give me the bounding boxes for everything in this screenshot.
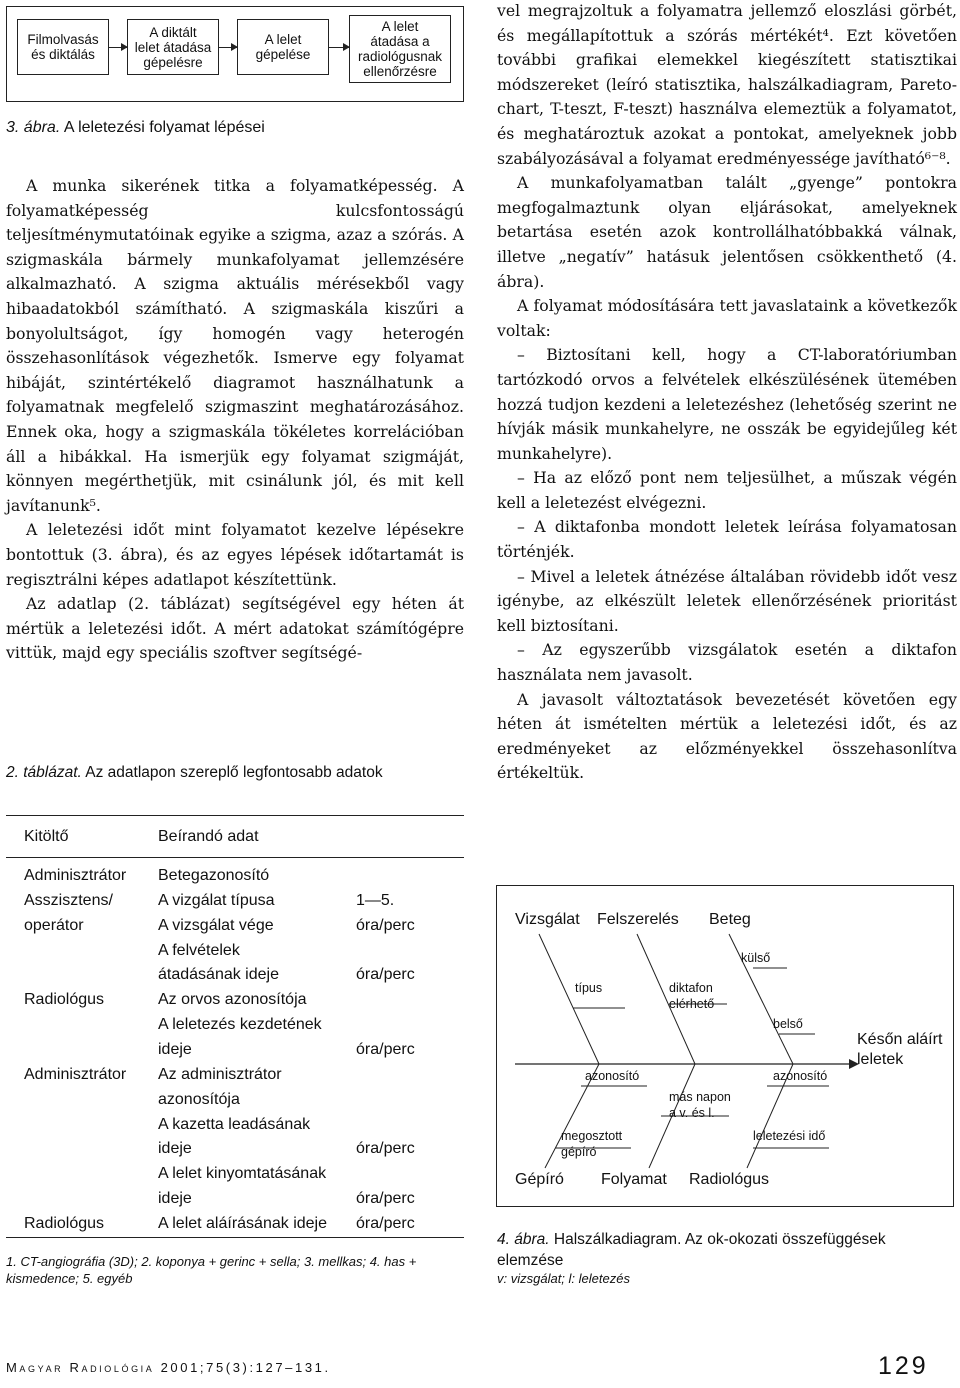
table-cell-c2: A vizgálat típusa (158, 891, 275, 909)
table-cell-c2: A felvételek (158, 941, 240, 959)
figure-4-caption-sub: v: vizsgálat; l: leletezés (497, 1271, 630, 1286)
table-cell-c2: átadásának ideje (158, 966, 279, 984)
table-cell-c2: Az orvos azonosítója (158, 991, 307, 1009)
figure-4-caption (497, 1229, 955, 1271)
category-gepiro: Gépíró (515, 1171, 564, 1188)
figure-4-caption-text: Halszálkadiagram. Az ok-okozati összefüggések elemzése (497, 1231, 886, 1269)
table-cell-c2: ideje (158, 1040, 192, 1058)
category-felszereles: Felszerelés (597, 911, 679, 928)
bone-vizsgalat (539, 934, 599, 1064)
paragraph: A munka sikerének titka a folyamatképesség. A folyamatképesség kulcsfontosságú teljesítménymutatóinak egyike a szigma, azaz a szórás. A szigmaskála bármely munkafolyamat jellemzésére alkalmazható. A szigma aktuális mérésekből vagy hibaadatokból számítható. A szigmaskála kiszűri a bonyolultságot, így homogén vagy heterogén összehasonlítások végezhetők. Ismerve egy folyamat hibáját, szintértékelő diagramot használhatunk a folyamatnak megfelelő szigmaszint meghatározásához. Ennek oka, hogy a szigmaskála tökéletes korrelációban áll a hibákkal. Ha ismerjük egy folyamat szigmáját, könnyen megérthetjük, mit csinálunk jól, és mit kell javítanunk⁵. (6, 176, 464, 515)
table-cell-c2: A leletezés kezdetének (158, 1016, 322, 1034)
table-cell-c3: óra/perc (356, 1040, 415, 1058)
cause-megosztott: megosztott gépíró (561, 1129, 623, 1159)
header-col-1: Kitöltő (24, 828, 69, 845)
category-vizsgalat: Vizsgálat (515, 911, 580, 928)
paragraph: A folyamat módosítására tett javaslataink a következők voltak: (497, 296, 957, 340)
table-header-divider (6, 857, 464, 858)
table-cell-c1: Radiológus (24, 991, 105, 1009)
paragraph: A javasolt változtatások bevezetését követően egy héten át ismételten mértük a leletezési időt, és az eredményeket az előzményekkel összehasonlítva értékeltük. (497, 689, 957, 783)
page-number: 129 (878, 1352, 929, 1380)
flow-box-1: Filmolvasás és diktálás (17, 19, 109, 75)
cause-azonosito-left: azonosító (585, 1069, 640, 1083)
category-radiologus: Radiológus (689, 1171, 770, 1188)
table-cell-c2: ideje (158, 1190, 192, 1208)
list-item: – Biztosítani kell, hogy a CT-laboratóriumban tartózkodó orvos a felvételek elkészülésének ütemében hozzá tudjon kezdeni a leletezéshez (lehetőség szerint ne hívják másik munkahelyre, ne osszák be egyidejűleg két munkahelyre). (497, 345, 957, 463)
table-cell-c3: óra/perc (356, 1214, 415, 1232)
right-column-text (497, 0, 957, 786)
table-cell-c3: óra/perc (356, 1140, 415, 1158)
journal-citation: Magyar Radiológia 2001;75(3):127–131. (6, 1360, 331, 1375)
table-cell-c1: Asszisztens/ (24, 891, 113, 909)
flow-arrow-3 (329, 47, 349, 48)
table-2-caption-text: Az adatlapon szereplő legfontosabb adatok (85, 764, 383, 781)
list-item: – Az egyszerűbb vizsgálatok esetén a diktafon használata nem javasolt. (497, 640, 957, 685)
figure-3-flowchart (6, 6, 464, 102)
table-cell-c2: ideje (158, 1140, 192, 1158)
list-item: – Mivel a leletek átnézése általában rövidebb időt vesz igénybe, az elkészült leletek ellenőrzésének prioritást kell biztosítani. (497, 566, 957, 635)
cause-diktafon: diktafon elérhető (669, 981, 715, 1011)
table-cell-c2: A lelet kinyomtatásának (158, 1165, 327, 1183)
flow-box-3: A lelet gépelése (237, 19, 329, 75)
table-cell-c2: A vizsgálat vége (158, 916, 274, 934)
figure-4-fishbone (496, 885, 954, 1207)
figure-3-caption (6, 117, 265, 138)
table-2-caption (6, 762, 464, 783)
table-cell-c1: operátor (24, 916, 84, 934)
table-cell-c2: azonosítója (158, 1090, 240, 1108)
table-cell-c3: óra/perc (356, 1190, 415, 1208)
cause-mas-napon: más napon a v. és l. (669, 1090, 731, 1120)
flow-arrow-2 (219, 47, 237, 48)
flow-box-4: A lelet átadása a radiológusnak ellenőrzésre (349, 15, 451, 83)
list-item: – A diktafonba mondott leletek leírása folyamatosan történjék. (497, 517, 957, 562)
header-col-2: Beírandó adat (158, 828, 259, 845)
table-2-footnote: 1. CT-angiográfia (3D); 2. koponya + gerinc + sella; 3. mellkas; 4. has + kismedence; 5. egyéb (6, 1254, 417, 1286)
table-cell-c1: Adminisztrátor (24, 867, 127, 884)
category-folyamat: Folyamat (601, 1171, 667, 1188)
flow-box-2: A diktált lelet átadása gépelésre (127, 19, 219, 75)
table-cell-c1: Adminisztrátor (24, 1065, 127, 1083)
paragraph: A leletezési időt mint folyamatot kezelve lépésekre bontottuk (3. ábra), és az egyes lépések időtartamát is regisztrálni képes adatlapot készítettünk. (6, 520, 464, 589)
left-column-text (6, 174, 464, 666)
table-cell-c2: Betegazonosító (158, 867, 270, 884)
figure-3-caption-label: 3. ábra. (6, 119, 61, 136)
table-cell-c3: 1—5. (356, 891, 395, 909)
paragraph: vel megrajzoltuk a folyamatra jellemző eloszlási görbét, és megállapítottuk a szórás mértékét⁴. Ezt követően további grafikai elemekkel kiegészített statisztikai módszereket (leíró statisztika, halszálkadiagram, Pareto-chart, T-teszt, F-teszt) használva elemeztük a folyamatot, és meghatároztuk azokat a pontokat, amelyeknek jobb szabályozásával a folyamat eredményessége javítható⁶⁻⁸. (497, 1, 957, 168)
cause-kulso: külső (741, 951, 771, 965)
category-beteg: Beteg (709, 911, 751, 928)
paragraph: Az adatlap (2. táblázat) segítségével egy héten át mértük a leletezési időt. A mért adatokat számítógépre vittük, majd egy speciális szoftver segítségé- (6, 594, 464, 663)
effect-label: Későn aláírt leletek (857, 1031, 943, 1068)
figure-4-caption-label: 4. ábra. (497, 1231, 550, 1248)
table-cell-c1: Radiológus (24, 1214, 105, 1232)
table-2-caption-label: 2. táblázat. (6, 764, 82, 781)
table-cell-c2: A lelet aláírásának ideje (158, 1214, 327, 1232)
cause-tipus: típus (575, 981, 603, 995)
flow-arrow-1 (109, 47, 127, 48)
table-cell-c3: óra/perc (356, 916, 415, 934)
table-cell-c2: Az adminisztrátor (158, 1065, 282, 1083)
cause-leletezesi-ido: leletezési idő (753, 1129, 826, 1143)
cause-azonosito-right: azonosító (773, 1069, 828, 1083)
figure-3-caption-text: A leletezési folyamat lépései (63, 119, 265, 136)
table-cell-c2: A kazetta leadásának (158, 1115, 311, 1133)
table-cell-c3: óra/perc (356, 966, 415, 984)
cause-belso: belső (773, 1017, 803, 1031)
list-item: – Ha az előző pont nem teljesülhet, a műszak végén kell a leletezést elvégezni. (497, 468, 957, 512)
paragraph: A munkafolyamatban talált „gyenge” pontokra megfogalmaztunk olyan eljárásokat, amelyeknek betartása esetén azok kontrollálhatóbbakká válnak, illetve „negatív” hatásuk jelentősen csökkenthető (4. ábra). (497, 173, 957, 291)
